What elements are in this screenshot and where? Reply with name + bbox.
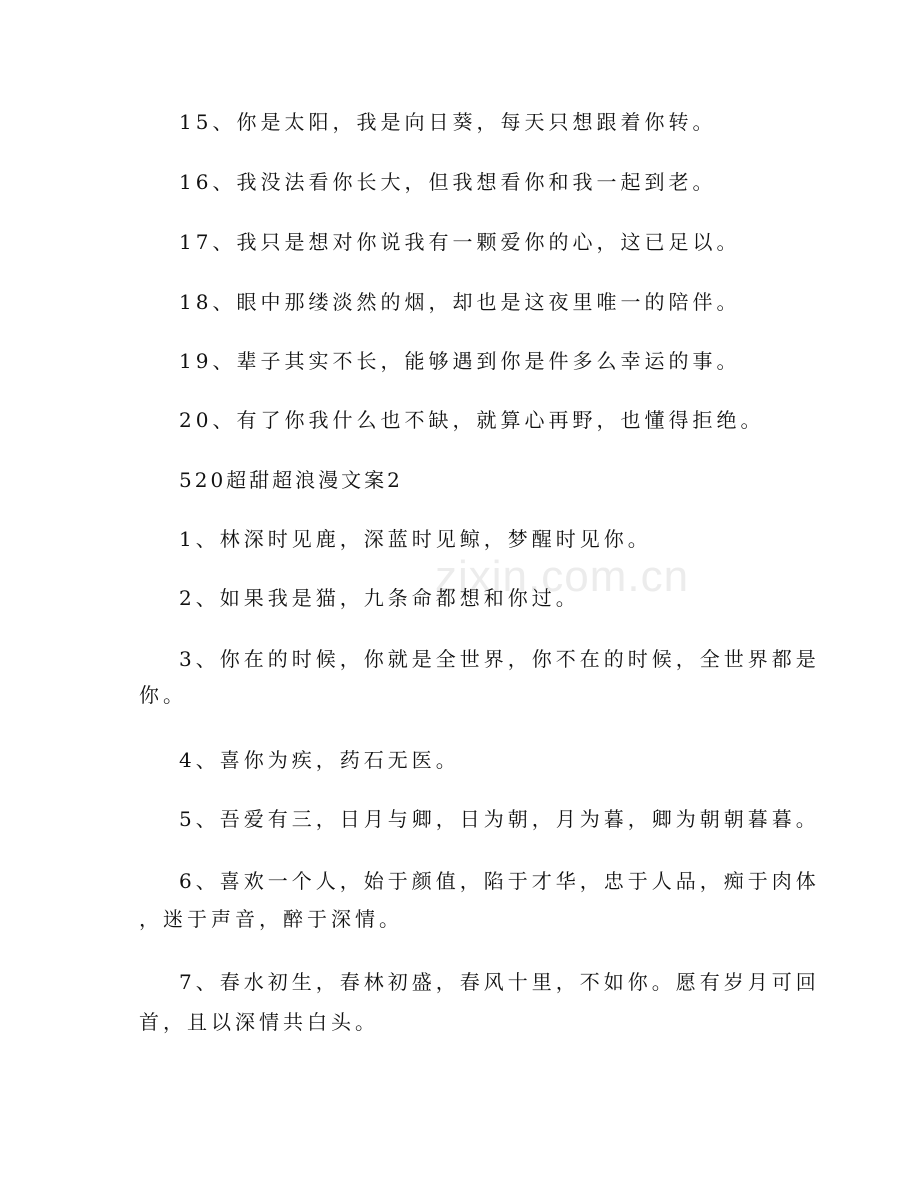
- list-item: [179, 288, 740, 316]
- paragraph-line: 16、我没法看你长大，但我想看你和我一起到老。: [179, 170, 717, 194]
- list-item: [179, 168, 716, 196]
- list-item: [179, 108, 716, 136]
- list-item: [179, 406, 764, 434]
- paragraph-line: 1、林深时见鹿，深蓝时见鲸，梦醒时见你。: [179, 527, 652, 551]
- paragraph-line: 19、辈子其实不长，能够遇到你是件多么幸运的事。: [179, 349, 741, 373]
- paragraph-line: 15、你是太阳，我是向日葵，每天只想跟着你转。: [179, 110, 717, 134]
- paragraph-line: 3、你在的时候，你就是全世界，你不在的时候，全世界都是: [179, 647, 820, 671]
- paragraph-line: 18、眼中那缕淡然的烟，却也是这夜里唯一的陪伴。: [179, 290, 741, 314]
- paragraph-line: 首，且以深情共白头。: [139, 1010, 379, 1034]
- paragraph-line: 你。: [139, 683, 187, 707]
- list-item: [139, 641, 820, 713]
- paragraph-line: 20、有了你我什么也不缺，就算心再野，也懂得拒绝。: [179, 408, 765, 432]
- paragraph-line: 6、喜欢一个人，始于颜值，陷于才华，忠于人品，痴于肉体: [179, 869, 820, 893]
- paragraph-line: ，迷于声音，醉于深情。: [139, 907, 403, 931]
- list-item: [179, 347, 740, 375]
- paragraph-line: 5、吾爱有三，日月与卿，日为朝，月为暮，卿为朝朝暮暮。: [179, 807, 820, 831]
- list-item: [179, 228, 740, 256]
- list-item: [179, 525, 652, 553]
- list-item: [179, 805, 820, 833]
- list-item: [139, 962, 820, 1042]
- section-heading-text: 520超甜超浪漫文案2: [179, 468, 403, 492]
- section-heading: [179, 466, 403, 494]
- paragraph-line: 7、春水初生，春林初盛，春风十里，不如你。愿有岁月可回: [179, 970, 820, 994]
- list-item: [179, 584, 580, 612]
- watermark: zixin.com.cn: [435, 552, 690, 601]
- paragraph-line: 17、我只是想对你说我有一颗爱你的心，这已足以。: [179, 230, 741, 254]
- list-item: [139, 862, 820, 938]
- paragraph-line: 2、如果我是猫，九条命都想和你过。: [179, 586, 580, 610]
- list-item: [179, 746, 460, 774]
- paragraph-line: 4、喜你为疾，药石无医。: [179, 748, 460, 772]
